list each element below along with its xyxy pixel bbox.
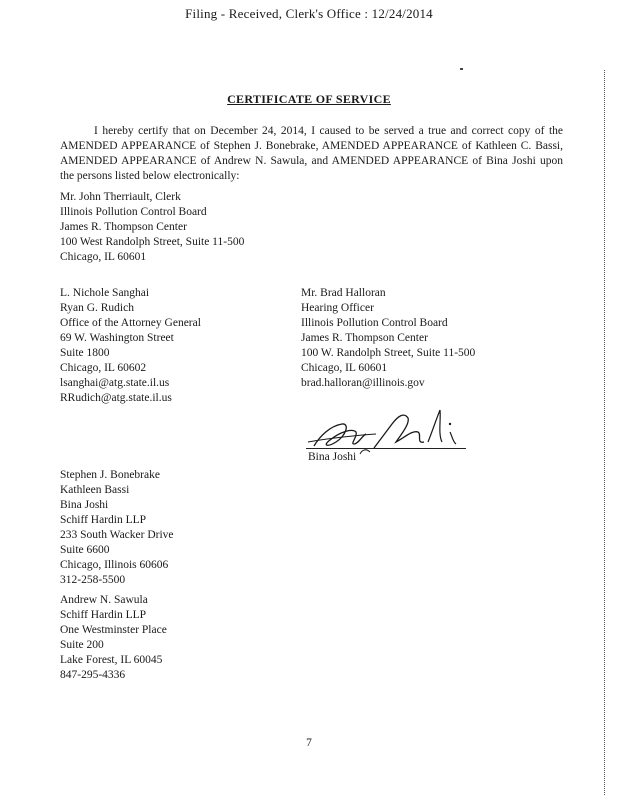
address-line: Stephen J. Bonebrake <box>60 469 160 481</box>
counsel-address-block <box>60 468 174 588</box>
clerk-address-block <box>60 190 244 265</box>
attorney-general-address-block <box>60 286 201 406</box>
address-line: 100 West Randolph Street, Suite 11-500 <box>60 236 245 248</box>
address-line: Suite 1800 <box>60 347 110 359</box>
address-line: 100 W. Randolph Street, Suite 11-500 <box>301 347 476 359</box>
address-line: Andrew N. Sawula <box>60 594 148 606</box>
address-line: James R. Thompson Center <box>60 221 187 233</box>
address-line: 69 W. Washington Street <box>60 332 174 344</box>
filing-stamp: Filing - Received, Clerk's Office : 12/24/2014 <box>185 6 433 21</box>
scan-mark <box>460 68 463 70</box>
address-line: Ryan G. Rudich <box>60 302 134 314</box>
address-line: Chicago, Illinois 60606 <box>60 559 169 571</box>
hearing-officer-address-block <box>301 286 475 391</box>
address-line: Mr. John Therriault, Clerk <box>60 191 181 203</box>
signature-line <box>306 448 466 449</box>
address-line: One Westminster Place <box>60 624 167 636</box>
address-line: Office of the Attorney General <box>60 317 201 329</box>
address-line: James R. Thompson Center <box>301 332 428 344</box>
address-line: L. Nichole Sanghai <box>60 287 150 299</box>
email-line: RRudich@atg.state.il.us <box>60 392 172 404</box>
address-line: Suite 200 <box>60 639 104 651</box>
address-line: Kathleen Bassi <box>60 484 130 496</box>
address-line: Chicago, IL 60601 <box>60 251 147 263</box>
page-number: 7 <box>306 737 312 749</box>
address-line: Illinois Pollution Control Board <box>60 206 207 218</box>
counsel-address-block-2 <box>60 593 167 683</box>
address-line: Hearing Officer <box>301 302 374 314</box>
address-line: Chicago, IL 60601 <box>301 362 388 374</box>
certification-paragraph <box>60 124 563 184</box>
email-line: lsanghai@atg.state.il.us <box>60 377 170 389</box>
certification-text: I hereby certify that on December 24, 2014, I caused to be served a true and correct copy of the AMENDED APPEARANCE of Stephen J. Bonebrake, AMENDED APPEARANCE of Kathleen C. Bassi, AMENDED APPEARANCE of Andrew N. Sawula, and AMENDED APPEARANCE of Bina Joshi upon the persons listed below electronically: <box>60 125 563 182</box>
email-line: brad.halloran@illinois.gov <box>301 377 425 389</box>
scan-edge-line <box>604 70 606 795</box>
address-line: Mr. Brad Halloran <box>301 287 386 299</box>
address-line: Schiff Hardin LLP <box>60 514 147 526</box>
phone-line: 312-258-5500 <box>60 574 126 586</box>
address-line: Schiff Hardin LLP <box>60 609 147 621</box>
signer-name: Bina Joshi <box>308 451 357 463</box>
address-line: Lake Forest, IL 60045 <box>60 654 163 666</box>
address-line: Illinois Pollution Control Board <box>301 317 448 329</box>
document-title: CERTIFICATE OF SERVICE <box>227 92 391 106</box>
address-line: 233 South Wacker Drive <box>60 529 174 541</box>
address-line: Bina Joshi <box>60 499 109 511</box>
phone-line: 847-295-4336 <box>60 669 126 681</box>
address-line: Suite 6600 <box>60 544 110 556</box>
address-line: Chicago, IL 60602 <box>60 362 147 374</box>
